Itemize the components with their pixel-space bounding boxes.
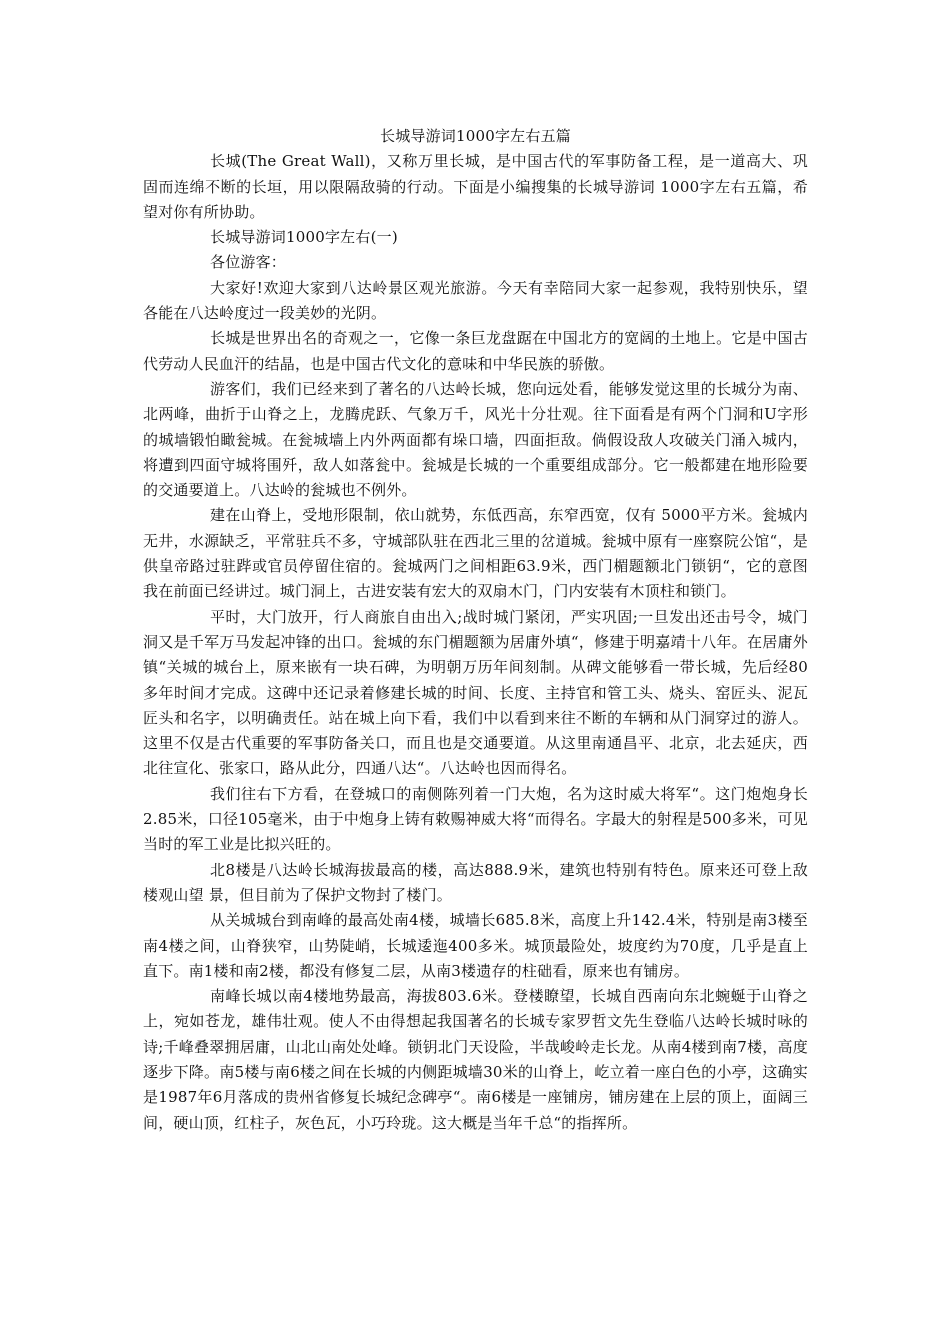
paragraph-intro: 长城(The Great Wall)，又称万里长城，是中国古代的军事防备工程，是一道高大、巩固而连绵不断的长垣，用以限隔敌骑的行动。下面是小编搜集的长城导游词 1000字左右五篇，希望对你有所协助。	[143, 152, 808, 221]
document-title: 长城导游词1000字左右五篇	[380, 127, 571, 145]
paragraph-south-peak: 从关城城台到南峰的最高处南4楼，城墙长685.8米，高度上升142.4米，特别是南3楼至南4楼之间，山脊狭窄，山势陡峭，长城逶迤400多米。城顶最险处，坡度约为70度，几乎是直上直下。南1楼和南2楼，都没有修复二层，从南3楼遗存的柱础看，原来也有铺房。	[143, 911, 808, 980]
paragraph-terrain: 建在山脊上，受地形限制，依山就势，东低西高，东窄西宽，仅有 5000平方米。瓮城内无井，水源缺乏，平常驻兵不多，守城部队驻在西北三里的岔道城。瓮城中原有一座察院公馆“，是供皇帝路过驻跸或官员停留住宿的。瓮城两门之间相距63.9米，西门楣题额北门锁钥“，它的意图我在前面已经讲过。城门洞上，古进安装有宏大的双扇木门，门内安装有木顶柱和锁门。	[143, 506, 808, 601]
section-heading: 长城导游词1000字左右(一)	[210, 228, 398, 247]
paragraph-wengcheng: 游客们，我们已经来到了著名的八达岭长城，您向远处看，能够发觉这里的长城分为南、北两峰，曲折于山脊之上，龙腾虎跃、气象万千，风光十分壮观。往下面看是有两个门洞和U字形的城墙锻怕瞰瓮城。在瓮城墙上内外两面都有垛口墙，四面拒敌。倘假设敌人攻破关门涌入城内，将遭到四面守城将围歼，敌人如落瓮中。瓮城是长城的一个重要组成部分。它一般都建在地形险要的交通要道上。八达岭的瓮城也不例外。	[143, 379, 808, 500]
paragraph-cannon: 我们往右下方看，在登城口的南侧陈列着一门大炮，名为这时威大将军“。这门炮炮身长2.85米，口径105毫米，由于中炮身上铸有敕赐神威大将“而得名。字最大的射程是500多米，可见当时的军工业是比拟兴旺的。	[143, 784, 808, 854]
paragraph-gates: 平时，大门放开，行人商旅自由出入;战时城门紧闭，严实巩固;一旦发出还击号令，城门洞又是千军万马发起冲锋的出口。瓮城的东门楣题额为居庸外填“，修建于明嘉靖十八年。在居庸外镇“关城的城台上，原来嵌有一块石碑，为明朝万历年间刻制。从碑文能够看一带长城，先后经80多年时间才完成。这碑中还记录着修建长城的时间、长度、主持官和管工头、烧头、窑匠头、泥瓦匠头和名字，以明确责任。站在城上向下看，我们中以看到来往不断的车辆和从门洞穿过的游人。这里不仅是古代重要的军事防备关口，而且也是交通要道。从这里南通昌平、北京，北去延庆，西北往宣化、张家口，路从此分，四通八达“。八达岭也因而得名。	[143, 607, 808, 778]
paragraph-greeting: 各位游客：	[210, 253, 287, 272]
document-page	[143, 124, 808, 1136]
paragraph-wonder: 长城是世界出名的奇观之一，它像一条巨龙盘踞在中国北方的宽阔的土地上。它是中国古代劳动人民血汗的结晶，也是中国古代文化的意味和中华民族的骄傲。	[143, 329, 808, 373]
paragraph-south-great-wall: 南峰长城以南4楼地势最高，海拔803.6米。登楼瞭望，长城自西南向东北蜿蜒于山脊之上，宛如苍龙，雄伟壮观。使人不由得想起我国著名的长城专家罗哲文先生登临八达岭长城时咏的诗;千峰叠翠拥居庸，山北山南处处峰。锁钥北门天设险，半哉峻岭走长龙。从南4楼到南7楼，高度逐步下降。南5楼与南6楼之间在长城的内侧距城墙30米的山脊上，屹立着一座白色的小亭，这确实是1987年6月落成的贵州省修复长城纪念碑亭“。南6楼是一座铺房，铺房建在上层的顶上，面阔三间，硬山顶，红柱子，灰色瓦，小巧玲珑。这大概是当年千总“的指挥所。	[143, 987, 808, 1132]
paragraph-welcome: 大家好!欢迎大家到八达岭景区观光旅游。今天有幸陪同大家一起参观，我特别快乐，望各能在八达岭度过一段美妙的光阴。	[143, 278, 808, 323]
paragraph-north-tower: 北8楼是八达岭长城海拔最高的楼，高达888.9米，建筑也特别有特色。原来还可登上敌楼观山望 景，但目前为了保护文物封了楼门。	[143, 860, 808, 904]
